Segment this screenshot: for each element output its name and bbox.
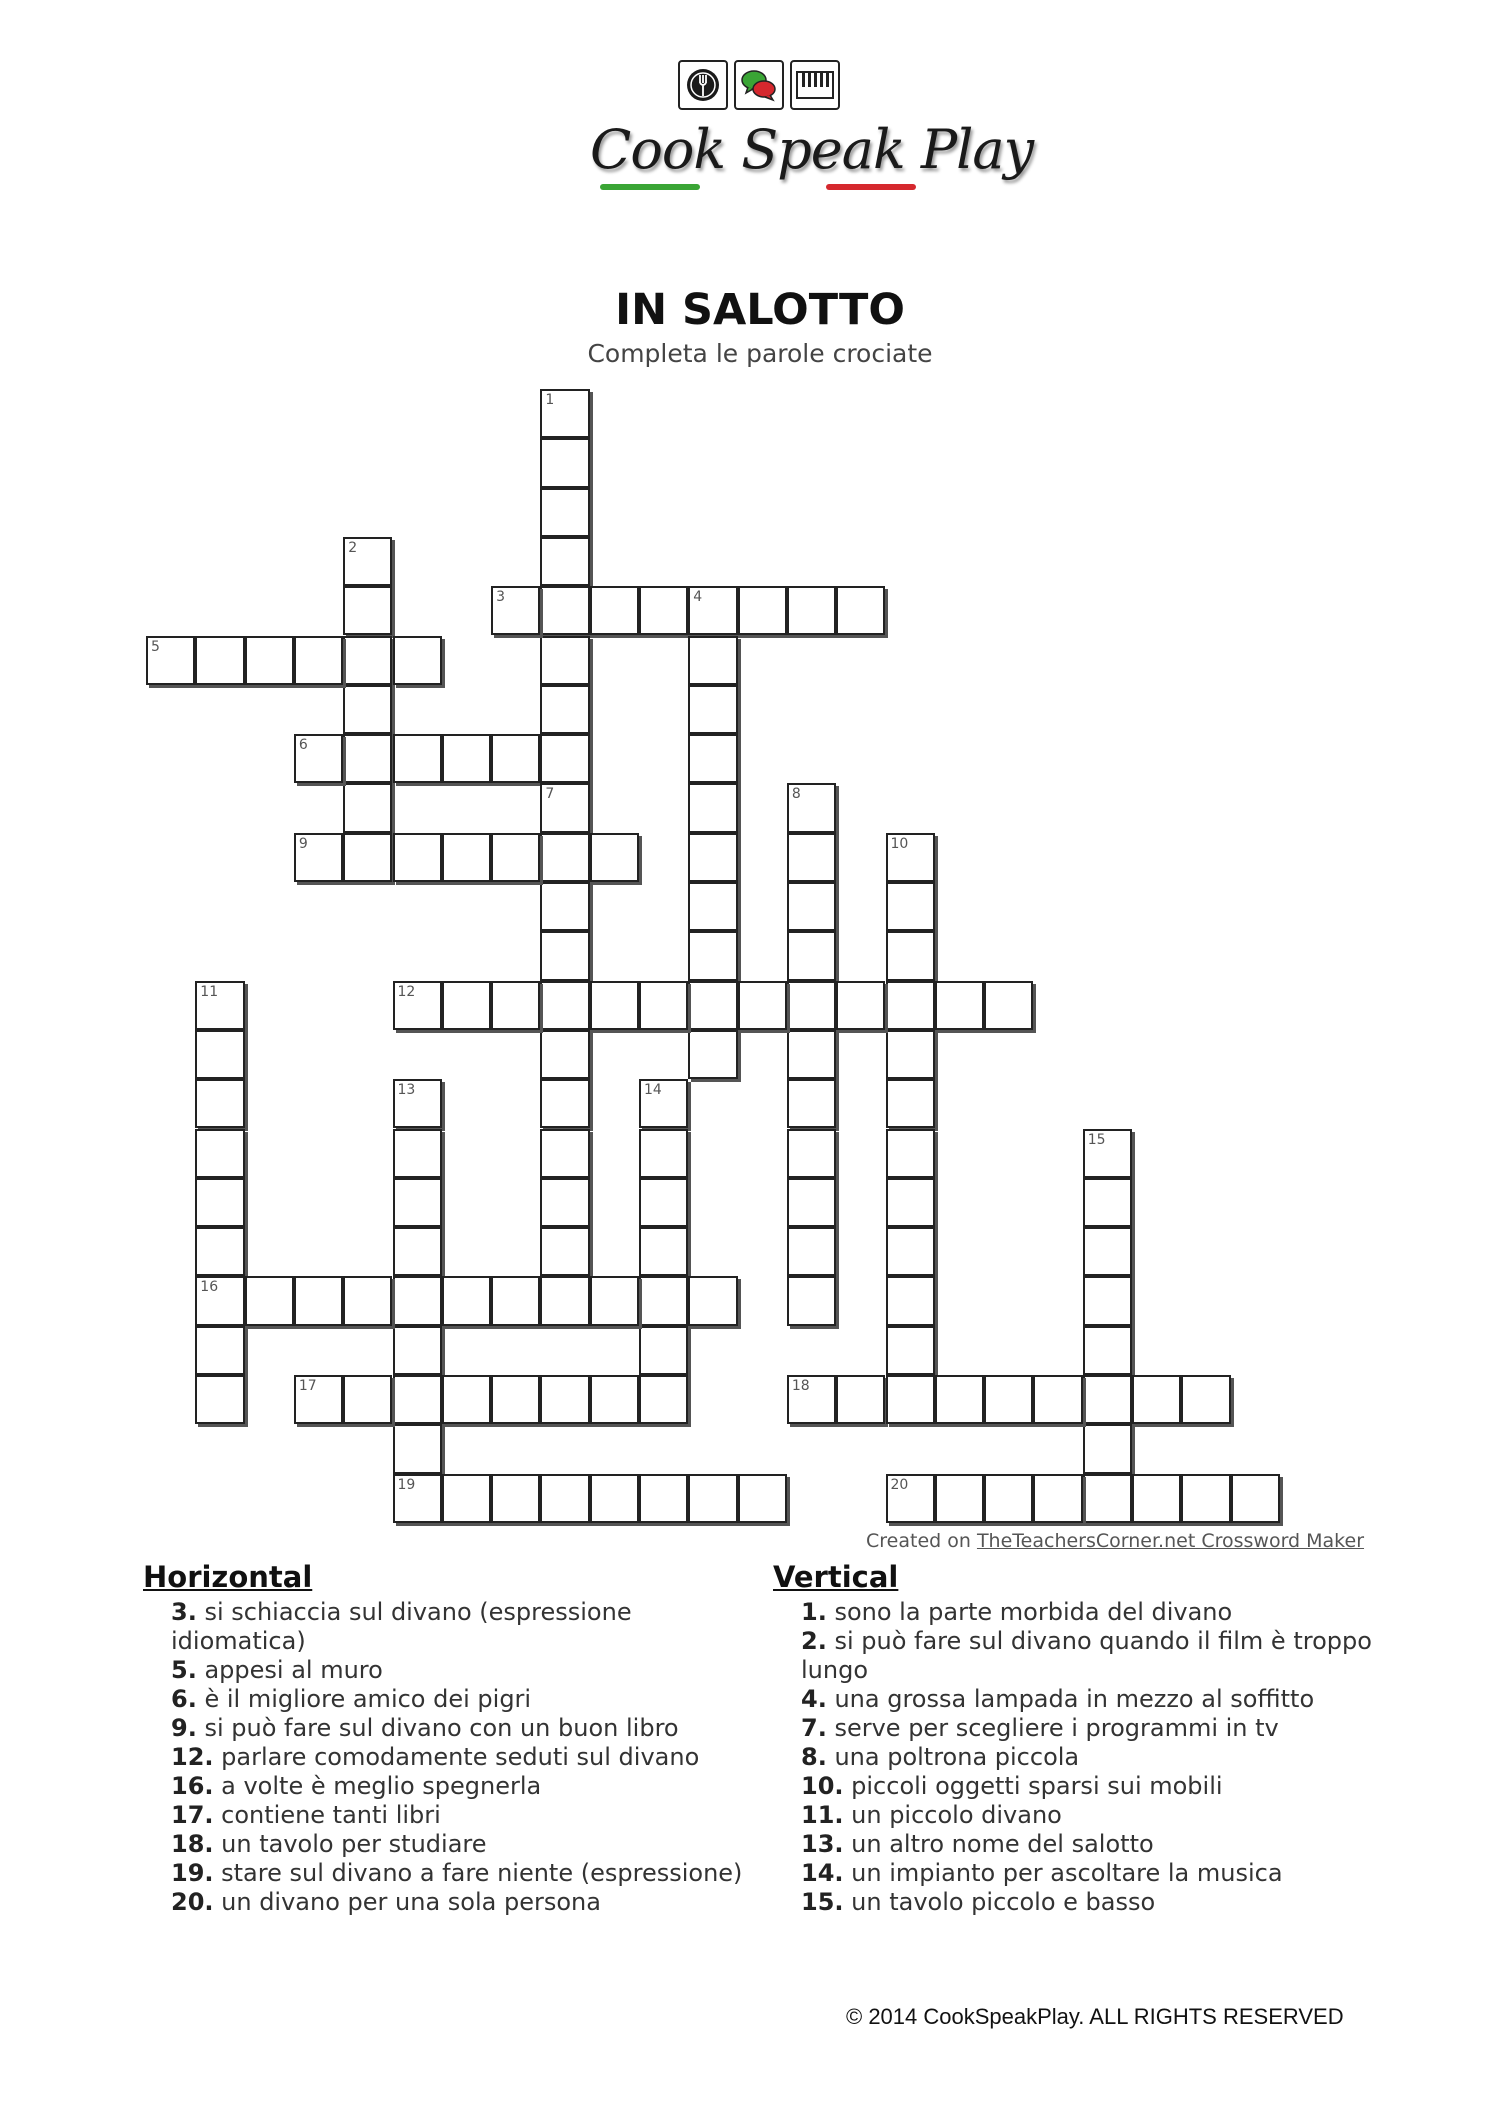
- crossword-cell[interactable]: [886, 1276, 935, 1325]
- clue-number: 11.: [801, 1801, 844, 1829]
- clue-text: appesi al muro: [196, 1656, 383, 1684]
- crossword-cell[interactable]: [442, 1276, 491, 1325]
- crossword-cell[interactable]: [195, 1030, 244, 1079]
- clue-number: 5: [151, 638, 160, 655]
- crossword-cell[interactable]: [688, 1276, 737, 1325]
- crossword-cell[interactable]: [1132, 1375, 1181, 1424]
- clue-number: 11: [200, 983, 219, 1000]
- crossword-cell[interactable]: [1181, 1474, 1230, 1523]
- clue-text: stare sul divano a fare niente (espressione): [213, 1859, 743, 1887]
- crossword-cell[interactable]: [540, 882, 589, 931]
- clue-number: 16.: [171, 1772, 214, 1800]
- crossword-cell[interactable]: [639, 586, 688, 635]
- crossword-cell[interactable]: [393, 1079, 442, 1128]
- crossword-cell[interactable]: [787, 1227, 836, 1276]
- clue-number: 17: [298, 1378, 317, 1394]
- crossword-cell[interactable]: [343, 586, 392, 635]
- copyright-notice: © 2014 CookSpeakPlay. ALL RIGHTS RESERVED: [846, 2004, 1344, 2029]
- crossword-cell[interactable]: [639, 1079, 688, 1128]
- clue-text: un divano per una sola persona: [213, 1888, 601, 1916]
- clue-number: 18.: [171, 1830, 214, 1858]
- crossword-cell[interactable]: [787, 833, 836, 882]
- crossword-cell[interactable]: [195, 1276, 244, 1325]
- crossword-cell[interactable]: [688, 1030, 737, 1079]
- crossword-cell[interactable]: [343, 833, 392, 882]
- clue-number: 9.: [171, 1714, 197, 1742]
- vertical-heading: Vertical: [773, 1560, 899, 1594]
- vertical-clue: [773, 1598, 1413, 1627]
- horizontal-clue: [143, 1743, 743, 1772]
- crossword-cell[interactable]: [540, 636, 589, 685]
- horizontal-heading: Horizontal: [143, 1560, 313, 1594]
- crossword-cell[interactable]: [688, 783, 737, 832]
- crossword-cell[interactable]: [787, 783, 836, 832]
- crossword-cell[interactable]: [738, 1474, 787, 1523]
- clue-number: 7: [545, 786, 555, 803]
- brand-name: Cook Speak Play: [590, 118, 1034, 181]
- crossword-cell[interactable]: [590, 1276, 639, 1325]
- clue-number: 1: [545, 392, 555, 408]
- crossword-cell[interactable]: [491, 586, 540, 635]
- crossword-cell[interactable]: [787, 931, 836, 980]
- crossword-cell[interactable]: [393, 1375, 442, 1424]
- crossword-cell[interactable]: [393, 1227, 442, 1276]
- crossword-cell[interactable]: [639, 1375, 688, 1424]
- vertical-clue: [773, 1743, 1413, 1772]
- crossword-cell[interactable]: [886, 981, 935, 1030]
- crossword-cell[interactable]: [787, 1030, 836, 1079]
- crossword-cell[interactable]: [245, 636, 294, 685]
- crossword-cell[interactable]: [195, 636, 244, 685]
- clue-text: un impianto per ascoltare la musica: [843, 1859, 1283, 1887]
- crossword-cell[interactable]: [886, 1079, 935, 1128]
- clue-number: 17.: [171, 1801, 214, 1829]
- vertical-clue: [773, 1685, 1413, 1714]
- clue-number: 7.: [801, 1714, 827, 1742]
- crossword-cell[interactable]: [195, 1227, 244, 1276]
- crossword-cell[interactable]: [590, 586, 639, 635]
- crossword-cell[interactable]: [787, 1276, 836, 1325]
- clue-text: parlare comodamente seduti sul divano: [213, 1743, 700, 1771]
- crossword-cell[interactable]: [540, 833, 589, 882]
- crossword-cell[interactable]: [787, 1079, 836, 1128]
- crossword-cell[interactable]: [442, 1474, 491, 1523]
- credit-prefix: Created on: [866, 1530, 977, 1552]
- crossword-cell[interactable]: [195, 1326, 244, 1375]
- crossword-cell[interactable]: [836, 1375, 885, 1424]
- credit-line: [866, 1530, 1364, 1552]
- crossword-cell[interactable]: [1231, 1474, 1280, 1523]
- crossword-cell[interactable]: [639, 1227, 688, 1276]
- clue-number: 4: [693, 589, 703, 606]
- crossword-cell[interactable]: [639, 1129, 688, 1178]
- crossword-cell[interactable]: [393, 1129, 442, 1178]
- crossword-cell[interactable]: [1083, 1326, 1132, 1375]
- clue-number: 14.: [801, 1859, 844, 1887]
- crossword-cell[interactable]: [491, 1276, 540, 1325]
- crossword-cell[interactable]: [590, 1375, 639, 1424]
- horizontal-clue: [143, 1772, 743, 1801]
- crossword-cell[interactable]: [540, 734, 589, 783]
- clue-text: si schiaccia sul divano (espressione idiomatica): [171, 1598, 632, 1655]
- crossword-cell[interactable]: [787, 981, 836, 1030]
- crossword-cell[interactable]: [886, 1129, 935, 1178]
- crossword-cell[interactable]: [590, 833, 639, 882]
- crossword-cell[interactable]: [540, 1030, 589, 1079]
- clue-number: 15.: [801, 1888, 844, 1916]
- crossword-cell[interactable]: [393, 833, 442, 882]
- crossword-cell[interactable]: [886, 1375, 935, 1424]
- crossword-cell[interactable]: [294, 636, 343, 685]
- crossword-cell[interactable]: [195, 981, 244, 1030]
- puzzle-subtitle: Completa le parole crociate: [587, 339, 933, 368]
- horizontal-clue: [143, 1714, 743, 1743]
- crossword-cell[interactable]: [787, 586, 836, 635]
- crossword-cell[interactable]: [1083, 1424, 1132, 1473]
- vertical-clue: [773, 1859, 1413, 1888]
- clue-number: 6: [298, 737, 308, 754]
- crossword-cell[interactable]: [393, 981, 442, 1030]
- crossword-cell[interactable]: [540, 1079, 589, 1128]
- horizontal-clue: [143, 1830, 743, 1859]
- clue-number: 16: [200, 1279, 219, 1296]
- crossword-cell[interactable]: [688, 981, 737, 1030]
- crossword-cell[interactable]: [393, 1178, 442, 1227]
- clue-text: contiene tanti libri: [213, 1801, 441, 1829]
- crossword-cell[interactable]: [343, 783, 392, 832]
- crossword-cell[interactable]: [195, 1178, 244, 1227]
- crossword-cell[interactable]: [540, 783, 589, 832]
- crossword-cell[interactable]: [639, 1474, 688, 1523]
- horizontal-clue: [143, 1656, 743, 1685]
- clue-number: 18: [791, 1378, 810, 1394]
- crossword-cell[interactable]: [639, 981, 688, 1030]
- crossword-cell[interactable]: [343, 636, 392, 685]
- crossword-cell[interactable]: [590, 981, 639, 1030]
- clue-number: 3: [496, 589, 506, 606]
- crossword-cell[interactable]: [984, 981, 1033, 1030]
- crossword-cell[interactable]: [540, 586, 589, 635]
- crossword-cell[interactable]: [442, 833, 491, 882]
- crossword-cell[interactable]: [146, 636, 195, 685]
- crossword-cell[interactable]: [195, 1079, 244, 1128]
- crossword-cell[interactable]: [984, 1474, 1033, 1523]
- crossword-cell[interactable]: [245, 1276, 294, 1325]
- horizontal-clue: [143, 1685, 743, 1714]
- crossword-cell[interactable]: [639, 1178, 688, 1227]
- crossword-cell[interactable]: [1033, 1474, 1082, 1523]
- crossword-cell[interactable]: [343, 1276, 392, 1325]
- clue-text: a volte è meglio spegnerla: [213, 1772, 542, 1800]
- crossword-cell[interactable]: [688, 882, 737, 931]
- clue-text: piccoli oggetti sparsi sui mobili: [843, 1772, 1223, 1800]
- crossword-cell[interactable]: [540, 1474, 589, 1523]
- clue-number: 8.: [801, 1743, 827, 1771]
- clue-text: un piccolo divano: [843, 1801, 1062, 1829]
- vertical-clue: [773, 1888, 1413, 1917]
- vertical-clue: [773, 1772, 1413, 1801]
- crossword-cell[interactable]: [393, 1474, 442, 1523]
- crossword-cell[interactable]: [984, 1375, 1033, 1424]
- crossword-cell[interactable]: [1083, 1276, 1132, 1325]
- crossword-cell[interactable]: [886, 1178, 935, 1227]
- clue-number: 15: [1087, 1131, 1106, 1148]
- crossword-cell[interactable]: [688, 636, 737, 685]
- crossword-cell[interactable]: [491, 981, 540, 1030]
- clue-text: serve per scegliere i programmi in tv: [826, 1714, 1279, 1742]
- crossword-cell[interactable]: [540, 1276, 589, 1325]
- crossword-cell[interactable]: [540, 1227, 589, 1276]
- crossword-cell[interactable]: [540, 1129, 589, 1178]
- crossword-cell[interactable]: [393, 1276, 442, 1325]
- crossword-cell[interactable]: [343, 734, 392, 783]
- crossword-cell[interactable]: [886, 882, 935, 931]
- crossword-cell[interactable]: [540, 389, 589, 438]
- crossword-cell[interactable]: [442, 1375, 491, 1424]
- crossword-cell[interactable]: [688, 931, 737, 980]
- crossword-cell[interactable]: [688, 586, 737, 635]
- vertical-clues: [773, 1560, 1413, 1917]
- crossword-cell[interactable]: [491, 1474, 540, 1523]
- crossword-cell[interactable]: [442, 734, 491, 783]
- puzzle-title: IN SALOTTO: [615, 285, 905, 335]
- clue-number: 13.: [801, 1830, 844, 1858]
- crossword-cell[interactable]: [787, 1375, 836, 1424]
- crossword-cell[interactable]: [886, 1326, 935, 1375]
- crossword-cell[interactable]: [688, 833, 737, 882]
- horizontal-clue: [143, 1801, 743, 1830]
- crossword-cell[interactable]: [393, 734, 442, 783]
- crossword-cell[interactable]: [491, 833, 540, 882]
- clue-number: 3.: [171, 1598, 197, 1626]
- crossword-cell[interactable]: [540, 981, 589, 1030]
- clue-number: 6.: [171, 1685, 197, 1713]
- crossword-cell[interactable]: [1083, 1375, 1132, 1424]
- crossword-cell[interactable]: [590, 1474, 639, 1523]
- clue-number: 12: [397, 983, 416, 1000]
- crossword-cell[interactable]: [836, 981, 885, 1030]
- clue-text: si può fare sul divano quando il film è troppo lungo: [801, 1627, 1372, 1684]
- crossword-cell[interactable]: [442, 981, 491, 1030]
- clue-number: 12.: [171, 1743, 214, 1771]
- crossword-cell[interactable]: [540, 537, 589, 586]
- crossword-cell[interactable]: [886, 1227, 935, 1276]
- crossword-cell[interactable]: [688, 734, 737, 783]
- crossword-cell[interactable]: [540, 488, 589, 537]
- crossword-cell[interactable]: [1083, 1227, 1132, 1276]
- crossword-cell[interactable]: [1083, 1178, 1132, 1227]
- clue-number: 19: [397, 1476, 416, 1493]
- crossword-cell[interactable]: [294, 734, 343, 783]
- clue-number: 4.: [801, 1685, 827, 1713]
- crossword-cell[interactable]: [1181, 1375, 1230, 1424]
- horizontal-clue: [143, 1888, 743, 1917]
- horizontal-clues: [143, 1560, 743, 1917]
- clue-number: 10: [890, 835, 909, 852]
- clue-text: si può fare sul divano con un buon libro: [196, 1714, 679, 1742]
- crossword-cell[interactable]: [294, 1375, 343, 1424]
- clue-number: 14: [644, 1082, 662, 1099]
- crossword-cell[interactable]: [935, 1375, 984, 1424]
- crossword-cell[interactable]: [886, 833, 935, 882]
- crossword-cell[interactable]: [738, 981, 787, 1030]
- crossword-cell[interactable]: [886, 1030, 935, 1079]
- crossword-cell[interactable]: [738, 586, 787, 635]
- clue-number: 13: [397, 1082, 416, 1099]
- crossword-cell[interactable]: [787, 1178, 836, 1227]
- crossword-cell[interactable]: [639, 1276, 688, 1325]
- clue-text: una grossa lampada in mezzo al soffitto: [826, 1685, 1315, 1713]
- clue-text: un altro nome del salotto: [843, 1830, 1154, 1858]
- crossword-cell[interactable]: [836, 586, 885, 635]
- crossword-cell[interactable]: [1132, 1474, 1181, 1523]
- crossword-cell[interactable]: [294, 1276, 343, 1325]
- crossword-cell[interactable]: [935, 981, 984, 1030]
- crossword-cell[interactable]: [393, 1326, 442, 1375]
- crossword-cell[interactable]: [1083, 1474, 1132, 1523]
- crossword-cell[interactable]: [688, 1474, 737, 1523]
- credit-link[interactable]: TheTeachersCorner.net Crossword Maker: [976, 1530, 1365, 1552]
- crossword-cell[interactable]: [343, 537, 392, 586]
- crossword-cell[interactable]: [393, 1424, 442, 1473]
- crossword-cell[interactable]: [639, 1326, 688, 1375]
- crossword-cell[interactable]: [195, 1129, 244, 1178]
- crossword-cell[interactable]: [393, 636, 442, 685]
- clue-text: un tavolo piccolo e basso: [843, 1888, 1156, 1916]
- vertical-clue: [773, 1830, 1413, 1859]
- clue-number: 10.: [801, 1772, 844, 1800]
- vertical-clue: [773, 1714, 1413, 1743]
- crossword-cell[interactable]: [343, 1375, 392, 1424]
- crossword-cell[interactable]: [294, 833, 343, 882]
- clue-number: 9: [298, 835, 308, 852]
- crossword-cell[interactable]: [491, 1375, 540, 1424]
- clue-number: 8: [791, 786, 801, 803]
- crossword-cell[interactable]: [540, 438, 589, 487]
- crossword-cell[interactable]: [491, 734, 540, 783]
- crossword-cell[interactable]: [935, 1474, 984, 1523]
- vertical-clue: [773, 1801, 1413, 1830]
- crossword-cell[interactable]: [787, 882, 836, 931]
- clue-number: 5.: [171, 1656, 197, 1684]
- crossword-cell[interactable]: [540, 1178, 589, 1227]
- clue-text: sono la parte morbida del divano: [826, 1598, 1233, 1626]
- clue-text: un tavolo per studiare: [213, 1830, 487, 1858]
- crossword-cell[interactable]: [688, 685, 737, 734]
- crossword-cell[interactable]: [195, 1375, 244, 1424]
- crossword-cell[interactable]: [1033, 1375, 1082, 1424]
- crossword-cell[interactable]: [540, 685, 589, 734]
- crossword-cell[interactable]: [787, 1129, 836, 1178]
- clue-number: 2.: [801, 1627, 827, 1655]
- clue-text: una poltrona piccola: [826, 1743, 1080, 1771]
- clue-number: 1.: [801, 1598, 827, 1626]
- crossword-cell[interactable]: [343, 685, 392, 734]
- horizontal-clue: [143, 1859, 743, 1888]
- vertical-clue: [773, 1627, 1413, 1685]
- crossword-cell[interactable]: [1083, 1129, 1132, 1178]
- clue-number: 20: [890, 1476, 909, 1493]
- horizontal-clue: [143, 1598, 743, 1656]
- clue-number: 2: [348, 539, 358, 556]
- crossword-cell[interactable]: [886, 1474, 935, 1523]
- clue-number: 20.: [171, 1888, 214, 1916]
- crossword-cell[interactable]: [886, 931, 935, 980]
- crossword-cell[interactable]: [540, 931, 589, 980]
- clue-text: è il migliore amico dei pigri: [196, 1685, 532, 1713]
- crossword-cell[interactable]: [540, 1375, 589, 1424]
- clue-number: 19.: [171, 1859, 214, 1887]
